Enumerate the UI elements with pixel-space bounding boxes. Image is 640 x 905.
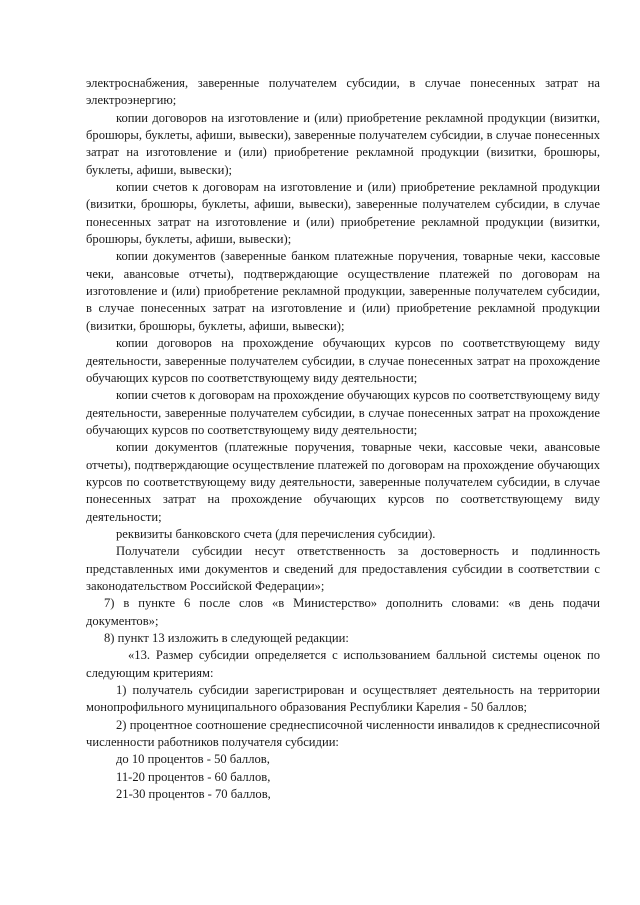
list-item: 8) пункт 13 изложить в следующей редакции: — [104, 631, 349, 645]
paragraph: электроснабжения, заверенные получателем субсидии, в случае понесенных затрат на электроэнергию; — [86, 76, 600, 108]
list-item: до 10 процентов - 50 баллов, — [116, 752, 270, 767]
document-body — [86, 75, 600, 803]
list-item: 2) процентное соотношение среднесписочной численности инвалидов к среднесписочной численности работников получателя субсидии: — [86, 717, 600, 750]
list-item: 21-30 процентов - 70 баллов, — [116, 787, 271, 802]
list-item: 11-20 процентов - 60 баллов, — [116, 769, 271, 784]
paragraph: Получатели субсидии несут ответственность за достоверность и подлинность представленных ими документов и сведений для предоставления субсидии в соответствии с законодательством Российской Федерации»; — [86, 544, 600, 593]
paragraph: копии договоров на изготовление и (или) приобретение рекламной продукции (визитки, брошюры, буклеты, афиши, вывески), заверенные получателем субсидии, в случае понесенных затрат на изготовление и (или) приобретение рекламной продукции (визитки, брошюры, буклеты, афиши, вывески); — [86, 110, 600, 177]
paragraph: реквизиты банковского счета (для перечисления субсидии). — [116, 526, 436, 541]
paragraph: копии договоров на прохождение обучающих курсов по соответствующему виду деятельности, заверенные получателем субсидии, в случае понесенных затрат на прохождение обучающих курсов по соответствующему виду деятельности; — [86, 336, 600, 385]
paragraph: копии документов (заверенные банком платежные поручения, товарные чеки, кассовые чеки, авансовые отчеты), подтверждающие осуществление платежей по договорам на изготовление и (или) приобретение рекламной продукции, заверенные получателем субсидии, в случае понесенных затрат на изготовление и (или) приобретение рекламной продукции (визитки, брошюры, буклеты, афиши, вывески); — [86, 249, 600, 333]
list-item: 7) в пункте 6 после слов «в Министерство» дополнить словами: «в день подачи документов»; — [86, 596, 600, 628]
paragraph: копии счетов к договорам на изготовление и (или) приобретение рекламной продукции (визитки, брошюры, буклеты, афиши, вывески), заверенные получателем субсидии, в случае понесенных затрат на изготовление и (или) приобретение рекламной продукции (визитки, брошюры, буклеты, афиши, вывески); — [86, 180, 600, 247]
paragraph: «13. Размер субсидии определяется с использованием балльной системы оценок по следующим критериям: — [86, 648, 600, 680]
paragraph: копии счетов к договорам на прохождение обучающих курсов по соответствующему виду деятельности, заверенные получателем субсидии, в случае понесенных затрат на прохождение обучающих курсов по соответствующему виду деятельности; — [86, 388, 600, 437]
list-item: 1) получатель субсидии зарегистрирован и осуществляет деятельность на территории монопрофильного муниципального образования Республики Карелия - 50 баллов; — [86, 683, 600, 715]
paragraph: копии документов (платежные поручения, товарные чеки, кассовые чеки, авансовые отчеты), подтверждающие осуществление платежей по договорам на прохождение обучающих курсов по соответствующему виду деятельности, заверенные получателем субсидии, в случае понесенных затрат на прохождение обучающих курсов по соответствующему виду деятельности; — [86, 440, 600, 524]
